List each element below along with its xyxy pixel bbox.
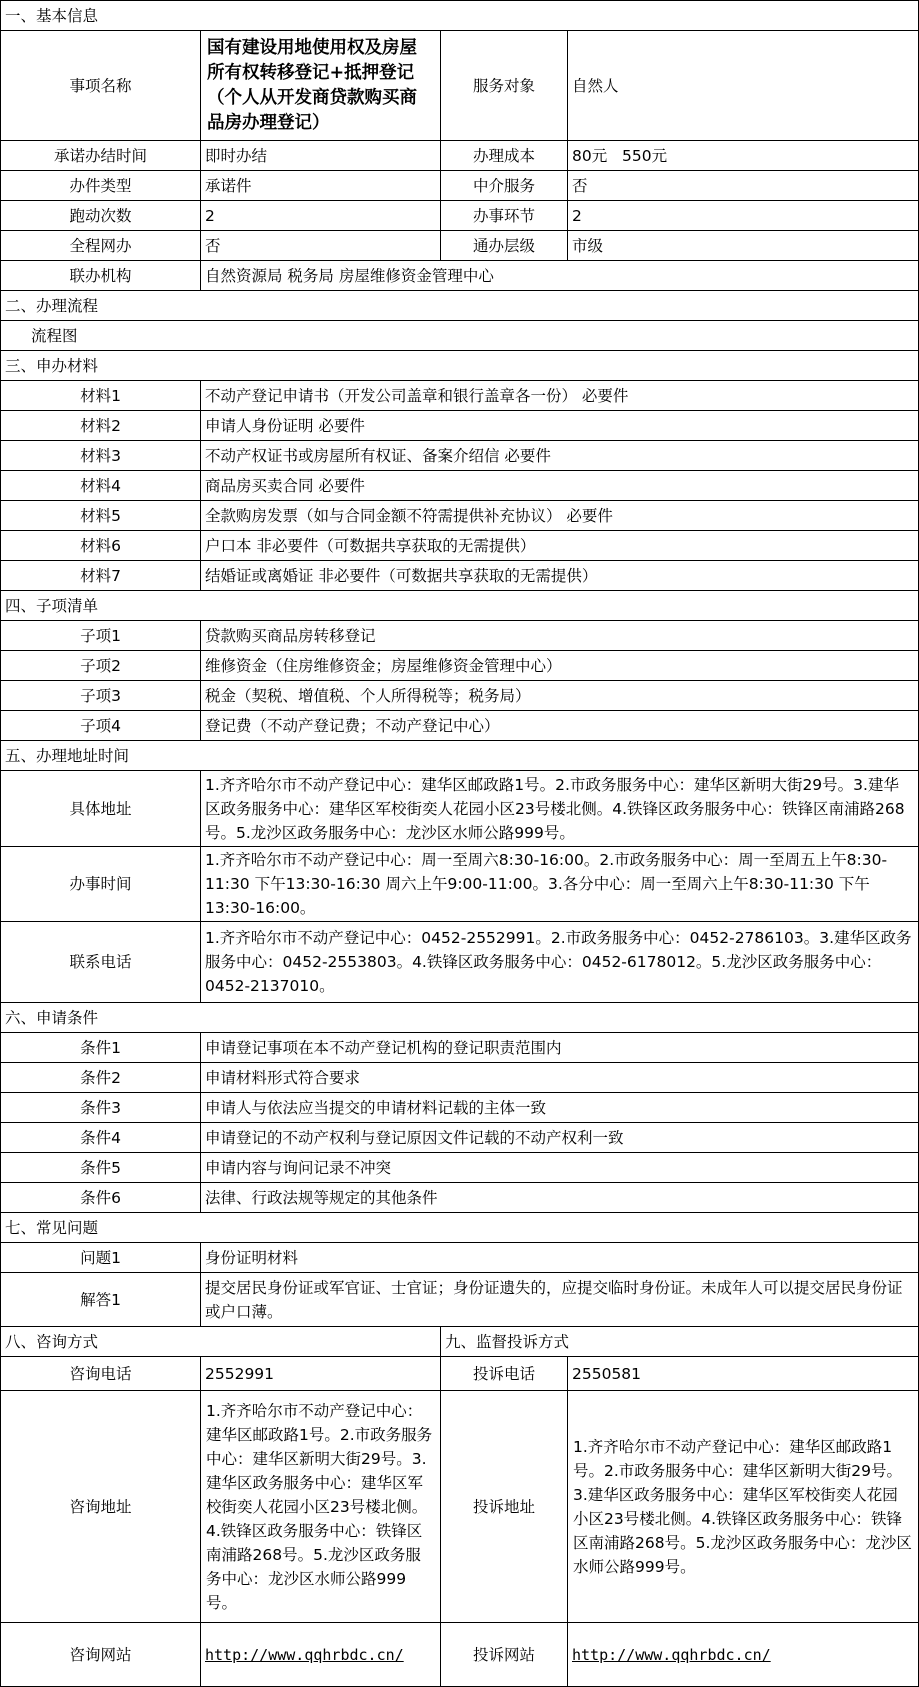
table-row: [1, 561, 919, 591]
material-value: 申请人身份证明 必要件: [201, 411, 919, 441]
table-row: [1, 1153, 919, 1183]
table-row: [1, 411, 919, 441]
subitem-value: 登记费（不动产登记费；不动产登记中心）: [201, 711, 919, 741]
subitem-value: 贷款购买商品房转移登记: [201, 621, 919, 651]
contact-phone-value: 1.齐齐哈尔市不动产登记中心：0452-2552991。2.市政务服务中心：0452-2786103。3.建华区政务服务中心：0452-2553803。4.铁锋区政务服务中心：0452-6178012。5.龙沙区政务服务中心：0452-2137010。: [201, 922, 919, 1003]
material-label: 材料7: [1, 561, 201, 591]
section-address: 五、办理地址时间: [1, 741, 919, 771]
table-row: [1, 1093, 919, 1123]
table-row: [1, 441, 919, 471]
material-label: 材料5: [1, 501, 201, 531]
agency: 否: [568, 171, 919, 201]
condition-value: 申请材料形式符合要求: [201, 1063, 919, 1093]
subitem-label: 子项1: [1, 621, 201, 651]
material-value: 不动产登记申请书（开发公司盖章和银行盖章各一份） 必要件: [201, 381, 919, 411]
subitem-value: 税金（契税、增值税、个人所得税等；税务局）: [201, 681, 919, 711]
section-faq: 七、常见问题: [1, 1213, 919, 1243]
cost-label: 办理成本: [441, 141, 568, 171]
promise-time: 即时办结: [201, 141, 441, 171]
complaint-website-link[interactable]: http://www.qqhrbdc.cn/: [572, 1645, 771, 1664]
address-value: 1.齐齐哈尔市不动产登记中心：建华区邮政路1号。2.市政务服务中心：建华区新明大街29号。3.建华区政务服务中心：建华区军校街奕人花园小区23号楼北侧。4.铁锋区政务服务中心：铁锋区南浦路268号。5.龙沙区政务服务中心：龙沙区水师公路999号。: [201, 771, 919, 847]
complaint-phone-label: 投诉电话: [441, 1357, 568, 1391]
section-basic: 一、基本信息: [1, 1, 919, 31]
contact-phone-label: 联系电话: [1, 922, 201, 1003]
service-target-label: 服务对象: [441, 31, 568, 141]
condition-label: 条件5: [1, 1153, 201, 1183]
complaint-phone: 2550581: [568, 1357, 919, 1391]
address-label: 具体地址: [1, 771, 201, 847]
condition-label: 条件6: [1, 1183, 201, 1213]
material-value: 结婚证或离婚证 非必要件（可数据共享获取的无需提供）: [201, 561, 919, 591]
condition-value: 申请登记事项在本不动产登记机构的登记职责范围内: [201, 1033, 919, 1063]
material-value: 商品房买卖合同 必要件: [201, 471, 919, 501]
promise-time-label: 承诺办结时间: [1, 141, 201, 171]
joint: 自然资源局 税务局 房屋维修资金管理中心: [201, 261, 919, 291]
online: 否: [201, 231, 441, 261]
consult-website-cell: [201, 1623, 441, 1687]
material-value: 户口本 非必要件（可数据共享获取的无需提供）: [201, 531, 919, 561]
faq-question-label: 问题1: [1, 1243, 201, 1273]
subitem-label: 子项3: [1, 681, 201, 711]
table-row: [1, 1063, 919, 1093]
subitem-label: 子项2: [1, 651, 201, 681]
section-subitems: 四、子项清单: [1, 591, 919, 621]
table-row: [1, 501, 919, 531]
faq-answer: 提交居民身份证或军官证、士官证；身份证遗失的，应提交临时身份证。未成年人可以提交居民身份证或户口薄。: [201, 1273, 919, 1327]
faq-question: 身份证明材料: [201, 1243, 919, 1273]
table-row: [1, 711, 919, 741]
condition-label: 条件4: [1, 1123, 201, 1153]
complaint-website-cell: [568, 1623, 919, 1687]
table-row: [1, 531, 919, 561]
material-label: 材料1: [1, 381, 201, 411]
type-label: 办件类型: [1, 171, 201, 201]
condition-value: 法律、行政法规等规定的其他条件: [201, 1183, 919, 1213]
material-value: 全款购房发票（如与合同金额不符需提供补充协议） 必要件: [201, 501, 919, 531]
section-row: [1, 1, 919, 31]
section-supervise: 九、监督投诉方式: [441, 1327, 919, 1357]
steps-label: 办事环节: [441, 201, 568, 231]
condition-value: 申请登记的不动产权利与登记原因文件记载的不动产权利一致: [201, 1123, 919, 1153]
type: 承诺件: [201, 171, 441, 201]
table-row: [1, 1033, 919, 1063]
consult-phone: 2552991: [201, 1357, 441, 1391]
online-label: 全程网办: [1, 231, 201, 261]
section-conditions: 六、申请条件: [1, 1003, 919, 1033]
trips: 2: [201, 201, 441, 231]
office-hours-label: 办事时间: [1, 847, 201, 922]
consult-address-label: 咨询地址: [1, 1391, 201, 1623]
consult-website-link[interactable]: http://www.qqhrbdc.cn/: [205, 1645, 404, 1664]
section-consult: 八、咨询方式: [1, 1327, 441, 1357]
cost: 80元 550元: [568, 141, 919, 171]
steps: 2: [568, 201, 919, 231]
subitem-value: 维修资金（住房维修资金；房屋维修资金管理中心）: [201, 651, 919, 681]
material-value: 不动产权证书或房屋所有权证、备案介绍信 必要件: [201, 441, 919, 471]
table-row: [1, 1183, 919, 1213]
material-label: 材料3: [1, 441, 201, 471]
condition-label: 条件1: [1, 1033, 201, 1063]
section-materials: 三、申办材料: [1, 351, 919, 381]
level-label: 通办层级: [441, 231, 568, 261]
faq-answer-label: 解答1: [1, 1273, 201, 1327]
condition-value: 申请内容与询问记录不冲突: [201, 1153, 919, 1183]
condition-label: 条件2: [1, 1063, 201, 1093]
service-target: 自然人: [568, 31, 919, 141]
complaint-address-label: 投诉地址: [441, 1391, 568, 1623]
table-row: [1, 651, 919, 681]
material-label: 材料6: [1, 531, 201, 561]
subitem-label: 子项4: [1, 711, 201, 741]
agency-label: 中介服务: [441, 171, 568, 201]
table-row: [1, 681, 919, 711]
table-row: [1, 621, 919, 651]
level: 市级: [568, 231, 919, 261]
consult-address: 1.齐齐哈尔市不动产登记中心：建华区邮政路1号。2.市政务服务中心：建华区新明大街29号。3.建华区政务服务中心：建华区军校街奕人花园小区23号楼北侧。4.铁锋区政务服务中心：铁锋区南浦路268号。5.龙沙区政务服务中心：龙沙区水师公路999号。: [201, 1391, 441, 1623]
item-name-label: 事项名称: [1, 31, 201, 141]
flow-chart-label: 流程图: [1, 321, 919, 351]
material-label: 材料2: [1, 411, 201, 441]
section-flow: 二、办理流程: [1, 291, 919, 321]
complaint-website-label: 投诉网站: [441, 1623, 568, 1687]
table-row: [1, 471, 919, 501]
consult-phone-label: 咨询电话: [1, 1357, 201, 1391]
joint-label: 联办机构: [1, 261, 201, 291]
table-row: [1, 1123, 919, 1153]
item-name: 国有建设用地使用权及房屋所有权转移登记+抵押登记（个人从开发商贷款购买商品房办理登记）: [201, 31, 441, 141]
complaint-address: 1.齐齐哈尔市不动产登记中心：建华区邮政路1号。2.市政务服务中心：建华区新明大街29号。3.建华区政务服务中心：建华区军校街奕人花园小区23号楼北侧。4.铁锋区政务服务中心：铁锋区南浦路268号。5.龙沙区政务服务中心：龙沙区水师公路999号。: [568, 1391, 919, 1623]
consult-website-label: 咨询网站: [1, 1623, 201, 1687]
condition-label: 条件3: [1, 1093, 201, 1123]
trips-label: 跑动次数: [1, 201, 201, 231]
condition-value: 申请人与依法应当提交的申请材料记载的主体一致: [201, 1093, 919, 1123]
office-hours-value: 1.齐齐哈尔市不动产登记中心：周一至周六8:30-16:00。2.市政务服务中心：周一至周五上午8:30-11:30 下午13:30-16:30 周六上午9:00-11:00。3.各分中心：周一至周六上午8:30-11:30 下午13:30-16:00。: [201, 847, 919, 922]
table-row: [1, 381, 919, 411]
material-label: 材料4: [1, 471, 201, 501]
